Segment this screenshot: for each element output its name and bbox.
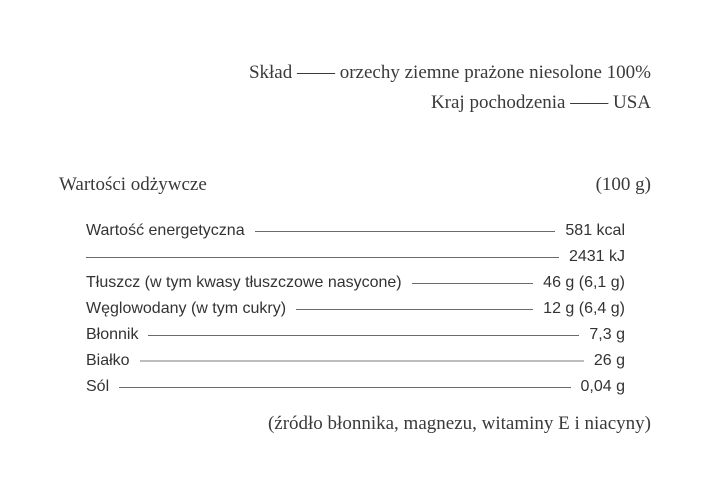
nutrition-portion: (100 g)	[595, 174, 651, 195]
origin-value: USA	[612, 92, 651, 113]
nutrition-row-protein	[86, 348, 625, 374]
origin-line	[249, 88, 651, 118]
nutrition-row-energy-kj	[86, 244, 625, 270]
leader-line	[296, 309, 533, 310]
leader-line	[140, 360, 584, 362]
leader-line	[86, 257, 559, 258]
origin-label: Kraj pochodzenia	[430, 92, 566, 113]
nutrition-row-energy-kcal	[86, 218, 625, 244]
nutrition-footnote: (źródło błonnika, magnezu, witaminy E i niacyny)	[267, 413, 651, 434]
nutrition-row-fiber	[86, 322, 625, 348]
separator-dash: ——	[570, 92, 609, 113]
row-value: 581 kcal	[565, 222, 625, 239]
nutrition-title: Wartości odżywcze	[59, 174, 207, 195]
row-value: 26 g	[593, 352, 625, 369]
ingredients-value: orzechy ziemne prażone niesolone 100%	[339, 62, 651, 83]
ingredients-line	[249, 58, 651, 88]
leader-line	[119, 387, 570, 388]
ingredients-label: Skład	[248, 62, 293, 83]
leader-line	[148, 335, 579, 336]
separator-dash: ——	[296, 62, 335, 83]
row-label: Białko	[86, 352, 130, 369]
nutrition-row-carbs	[86, 296, 625, 322]
leader-line	[255, 231, 556, 232]
nutrition-row-fat	[86, 270, 625, 296]
nutrition-table	[86, 218, 625, 400]
row-value: 2431 kJ	[568, 248, 625, 265]
row-label: Wartość energetyczna	[86, 222, 245, 239]
row-label: Tłuszcz (w tym kwasy tłuszczowe nasycone)	[86, 274, 402, 291]
row-label: Sól	[86, 378, 110, 395]
row-value: 7,3 g	[589, 326, 625, 343]
row-value: 12 g (6,4 g)	[543, 300, 625, 317]
composition-block	[249, 58, 651, 118]
row-label: Błonnik	[86, 326, 139, 343]
nutrition-row-salt	[86, 374, 625, 400]
leader-line	[412, 283, 534, 284]
row-value: 0,04 g	[580, 378, 625, 395]
row-label: Węglowodany (w tym cukry)	[86, 300, 287, 317]
row-value: 46 g (6,1 g)	[543, 274, 625, 291]
